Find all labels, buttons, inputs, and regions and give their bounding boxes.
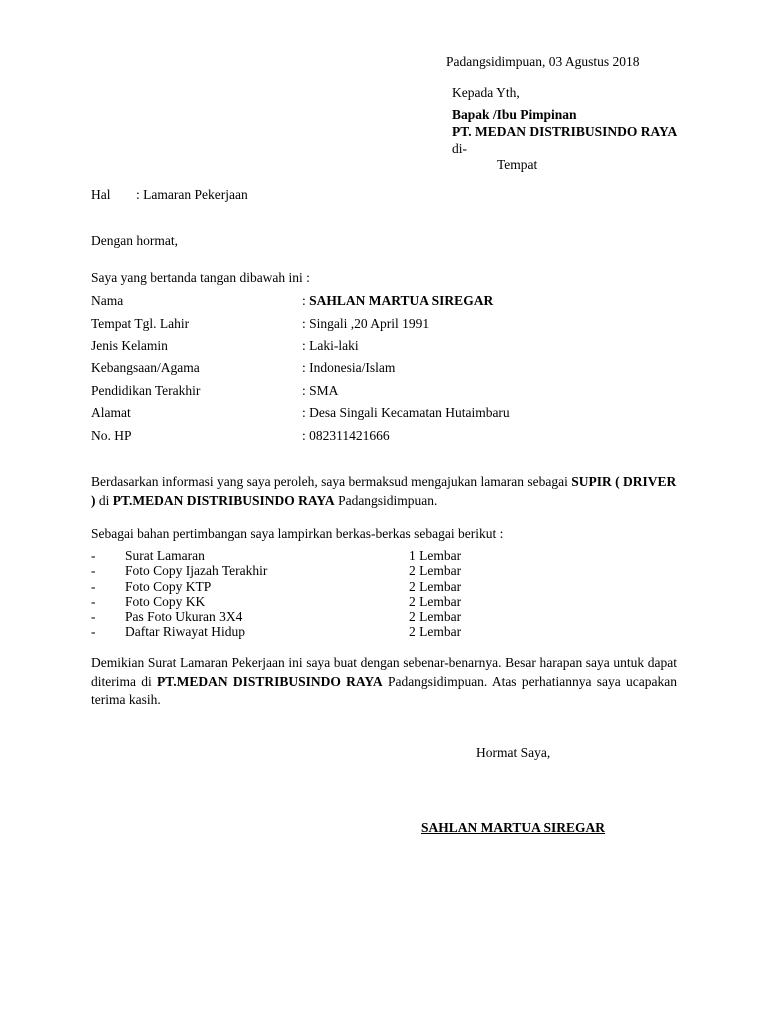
list-dash: -: [91, 563, 96, 578]
recipient-di: di-: [452, 141, 467, 156]
attachment-qty: 2 Lembar: [409, 624, 462, 639]
attachment-qty: 2 Lembar: [409, 594, 462, 609]
para1-text-2: di: [95, 492, 113, 508]
attachment-qty: 2 Lembar: [409, 609, 462, 624]
attachments-intro: Sebagai bahan pertimbangan saya lampirkan berkas-berkas sebagai berikut :: [91, 526, 504, 541]
field-label-nationality: Kebangsaan/Agama: [91, 360, 200, 375]
attachment-name: Daftar Riwayat Hidup: [125, 624, 245, 639]
field-label-nama: Nama: [91, 293, 124, 308]
para1-text-1: Berdasarkan informasi yang saya peroleh, saya bermaksud mengajukan lamaran sebagai: [91, 474, 572, 489]
greeting: Dengan hormat,: [91, 233, 178, 248]
list-dash: -: [91, 609, 96, 624]
list-dash: -: [91, 594, 96, 609]
field-label-education: Pendidikan Terakhir: [91, 383, 201, 398]
list-dash: -: [91, 579, 96, 594]
field-value-education: : SMA: [302, 383, 339, 398]
position-name: SUPIR ( DRIVER ): [91, 474, 677, 508]
field-label-gender: Jenis Kelamin: [91, 338, 168, 353]
attachment-name: Pas Foto Ukuran 3X4: [125, 609, 243, 624]
field-value-nationality: : Indonesia/Islam: [302, 360, 396, 375]
place-date: Padangsidimpuan, 03 Agustus 2018: [446, 54, 640, 69]
attachment-name: Foto Copy Ijazah Terakhir: [125, 563, 268, 578]
list-dash: -: [91, 624, 96, 639]
subject-value: : Lamaran Pekerjaan: [136, 187, 248, 202]
closing-company-name: PT.MEDAN DISTRIBUSINDO RAYA: [157, 673, 383, 689]
field-label-ttl: Tempat Tgl. Lahir: [91, 316, 190, 331]
attachment-qty: 1 Lembar: [409, 548, 462, 563]
recipient-company: PT. MEDAN DISTRIBUSINDO RAYA: [452, 124, 678, 139]
field-colon: :: [302, 293, 310, 308]
field-label-phone: No. HP: [91, 428, 132, 443]
closing-paragraph: [91, 654, 677, 710]
list-dash: -: [91, 548, 96, 563]
field-value-nama: [302, 293, 493, 309]
attachment-name: Foto Copy KK: [125, 594, 206, 609]
recipient-place: Tempat: [497, 157, 538, 172]
company-name: PT.MEDAN DISTRIBUSINDO RAYA: [112, 492, 335, 508]
attachment-name: Surat Lamaran: [125, 548, 205, 563]
application-paragraph: [91, 473, 677, 510]
field-value-ttl: : Singali ,20 April 1991: [302, 316, 430, 331]
attachment-qty: 2 Lembar: [409, 579, 462, 594]
field-value-phone: : 082311421666: [302, 428, 390, 443]
attachment-name: Foto Copy KTP: [125, 579, 212, 594]
subject-label: Hal: [91, 187, 111, 202]
para1-text-3: Padangsidimpuan.: [334, 492, 438, 508]
field-label-address: Alamat: [91, 405, 131, 420]
closing-text-1: Demikian Surat Lamaran Pekerjaan ini saya buat dengan sebenar-benarnya. Besar harapan saya untuk dapat diterima di: [91, 655, 677, 689]
recipient-salutation: Kepada Yth,: [452, 85, 520, 100]
signature-name: SAHLAN MARTUA SIREGAR: [421, 820, 606, 835]
attachment-qty: 2 Lembar: [409, 563, 462, 578]
field-value-gender: : Laki-laki: [302, 338, 359, 353]
recipient-title: Bapak /Ibu Pimpinan: [452, 107, 577, 122]
closing-text-2: Padangsidimpuan. Atas perhatiannya saya ucapakan terima kasih.: [91, 673, 677, 707]
signoff: Hormat Saya,: [476, 745, 551, 760]
applicant-name: SAHLAN MARTUA SIREGAR: [309, 293, 494, 308]
intro-text: Saya yang bertanda tangan dibawah ini :: [91, 270, 310, 285]
field-value-address: : Desa Singali Kecamatan Hutaimbaru: [302, 405, 510, 420]
